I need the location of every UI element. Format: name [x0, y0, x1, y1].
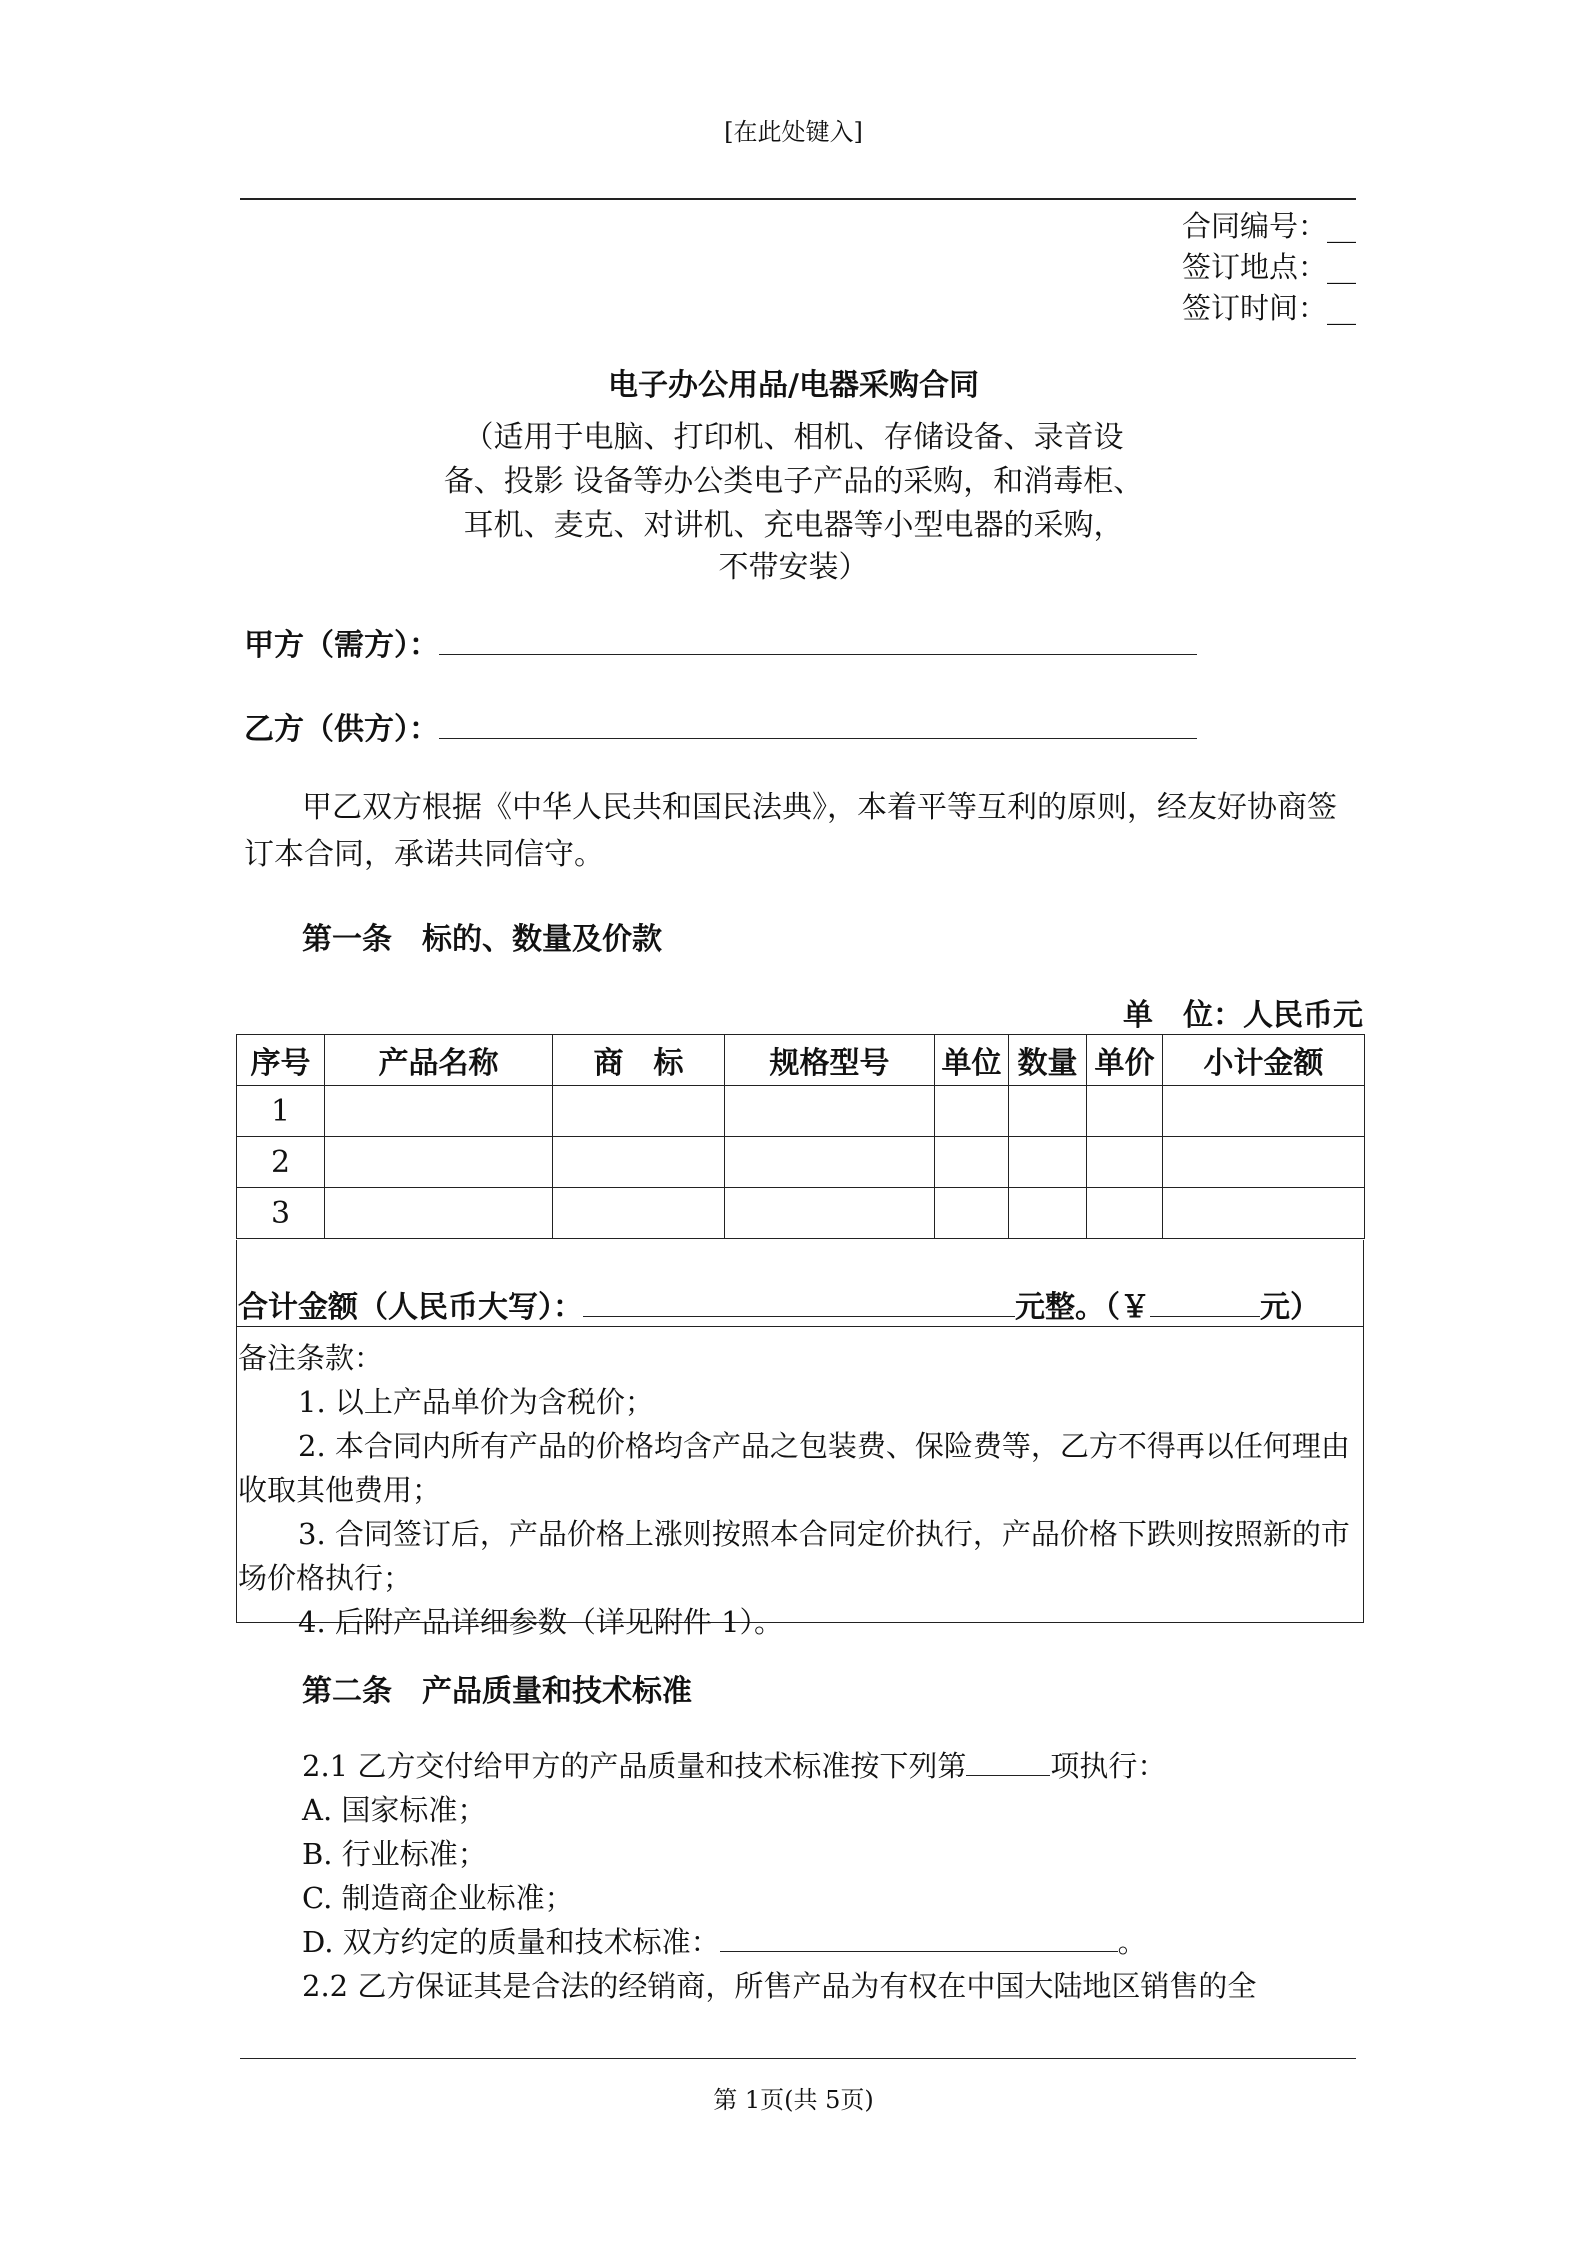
total-number-blank[interactable]	[1150, 1292, 1260, 1317]
option-c: C. 制造商企业标准；	[302, 1881, 574, 1915]
col-quantity: 数量	[1009, 1035, 1087, 1086]
table-header-row	[237, 1035, 1365, 1086]
party-b	[244, 704, 1197, 748]
party-b-label: 乙方（供方）：	[244, 712, 439, 747]
col-product-name: 产品名称	[325, 1035, 553, 1086]
note-item: 1. 以上产品单价为含税价；	[298, 1385, 654, 1419]
clause-2-1-text: 2.1 乙方交付给甲方的产品质量和技术标准按下列第	[302, 1749, 967, 1783]
total-amount-line	[238, 1282, 1320, 1326]
article-1-heading: 第一条 标的、数量及价款	[302, 922, 662, 957]
product-table	[236, 1034, 1365, 1239]
cell[interactable]	[725, 1137, 935, 1188]
cell[interactable]	[325, 1137, 553, 1188]
article-2-body	[302, 1744, 1256, 2008]
subtitle-line-1: （适用于电脑、打印机、相机、存储设备、录音设	[463, 420, 1124, 455]
total-label: 合计金额（人民币大写）：	[238, 1290, 583, 1325]
page-footer: 第 1页(共 5页)	[713, 2086, 874, 2114]
total-mid: 元整。（￥	[1015, 1290, 1150, 1325]
article-2-heading: 第二条 产品质量和技术标准	[302, 1674, 692, 1709]
note-item: 4. 后附产品详细参数（详见附件 1）。	[298, 1605, 784, 1639]
table-row	[237, 1137, 1365, 1188]
sign-place: 签订地点：__	[1181, 250, 1356, 284]
party-a-blank[interactable]	[439, 630, 1197, 655]
option-d-end: 。	[1117, 1925, 1147, 1959]
row-index: 2	[237, 1137, 325, 1188]
note-item: 3. 合同签订后，产品价格上涨则按照本合同定价执行，产品价格下跌则按照新的市场价格执行；	[238, 1517, 1350, 1595]
clause-2-1-end: 项执行：	[1050, 1749, 1167, 1783]
notes-separator	[236, 1326, 1364, 1327]
col-brand: 商 标	[553, 1035, 725, 1086]
col-index: 序号	[237, 1035, 325, 1086]
contract-number: 合同编号：__	[1181, 209, 1356, 243]
cell[interactable]	[725, 1086, 935, 1137]
footer-rule	[240, 2058, 1356, 2059]
row-index: 1	[237, 1086, 325, 1137]
subtitle-line-2: 备、投影 设备等办公类电子产品的采购，和消毒柜、	[443, 464, 1144, 499]
row-index: 3	[237, 1188, 325, 1239]
option-a: A. 国家标准；	[302, 1793, 487, 1827]
header-rule	[240, 198, 1356, 200]
cell[interactable]	[1087, 1137, 1163, 1188]
table-row	[237, 1086, 1365, 1137]
col-model: 规格型号	[725, 1035, 935, 1086]
party-b-blank[interactable]	[439, 714, 1197, 739]
cell[interactable]	[725, 1188, 935, 1239]
table-row	[237, 1188, 1365, 1239]
cell[interactable]	[1009, 1086, 1087, 1137]
total-end: 元）	[1260, 1290, 1320, 1325]
notes	[238, 1336, 1360, 1644]
cell[interactable]	[1163, 1137, 1365, 1188]
page-header: [在此处键入]	[724, 118, 863, 146]
cell[interactable]	[553, 1188, 725, 1239]
clause-2-2: 2.2 乙方保证其是合法的经销商，所售产品为有权在中国大陆地区销售的全	[302, 1969, 1257, 2003]
cell[interactable]	[553, 1086, 725, 1137]
intro-paragraph: 甲乙双方根据《中华人民共和国民法典》，本着平等互利的原则，经友好协商签订本合同，承诺共同信守。	[244, 790, 1337, 872]
cell[interactable]	[325, 1188, 553, 1239]
col-unit: 单位	[935, 1035, 1009, 1086]
cell[interactable]	[935, 1188, 1009, 1239]
option-d-text: D. 双方约定的质量和技术标准：	[302, 1925, 720, 1959]
subtitle-line-3: 耳机、麦克、对讲机、充电器等小型电器的采购，	[463, 508, 1124, 543]
clause-option-blank[interactable]	[966, 1751, 1050, 1776]
contract-title: 电子办公用品/电器采购合同	[608, 368, 979, 403]
subtitle-line-4: 不带安装）	[718, 550, 869, 585]
cell[interactable]	[935, 1137, 1009, 1188]
option-d-blank[interactable]	[720, 1927, 1118, 1952]
cell[interactable]	[1163, 1086, 1365, 1137]
cell[interactable]	[553, 1137, 725, 1188]
cell[interactable]	[935, 1086, 1009, 1137]
note-item: 2. 本合同内所有产品的价格均含产品之包装费、保险费等，乙方不得再以任何理由收取其他费用；	[238, 1429, 1350, 1507]
cell[interactable]	[1009, 1137, 1087, 1188]
sign-time: 签订时间：__	[1181, 291, 1356, 325]
clause-2-1	[302, 1744, 1256, 1788]
option-d	[302, 1920, 1256, 1964]
cell[interactable]	[325, 1086, 553, 1137]
notes-title: 备注条款：	[238, 1341, 384, 1375]
currency-unit: 单 位：人民币元	[1123, 998, 1363, 1033]
cell[interactable]	[1009, 1188, 1087, 1239]
col-subtotal: 小计金额	[1163, 1035, 1365, 1086]
total-words-blank[interactable]	[583, 1292, 1015, 1317]
cell[interactable]	[1163, 1188, 1365, 1239]
party-a-label: 甲方（需方）：	[244, 628, 439, 663]
party-a	[244, 620, 1197, 664]
col-unit-price: 单价	[1087, 1035, 1163, 1086]
option-b: B. 行业标准；	[302, 1837, 487, 1871]
cell[interactable]	[1087, 1086, 1163, 1137]
cell[interactable]	[1087, 1188, 1163, 1239]
